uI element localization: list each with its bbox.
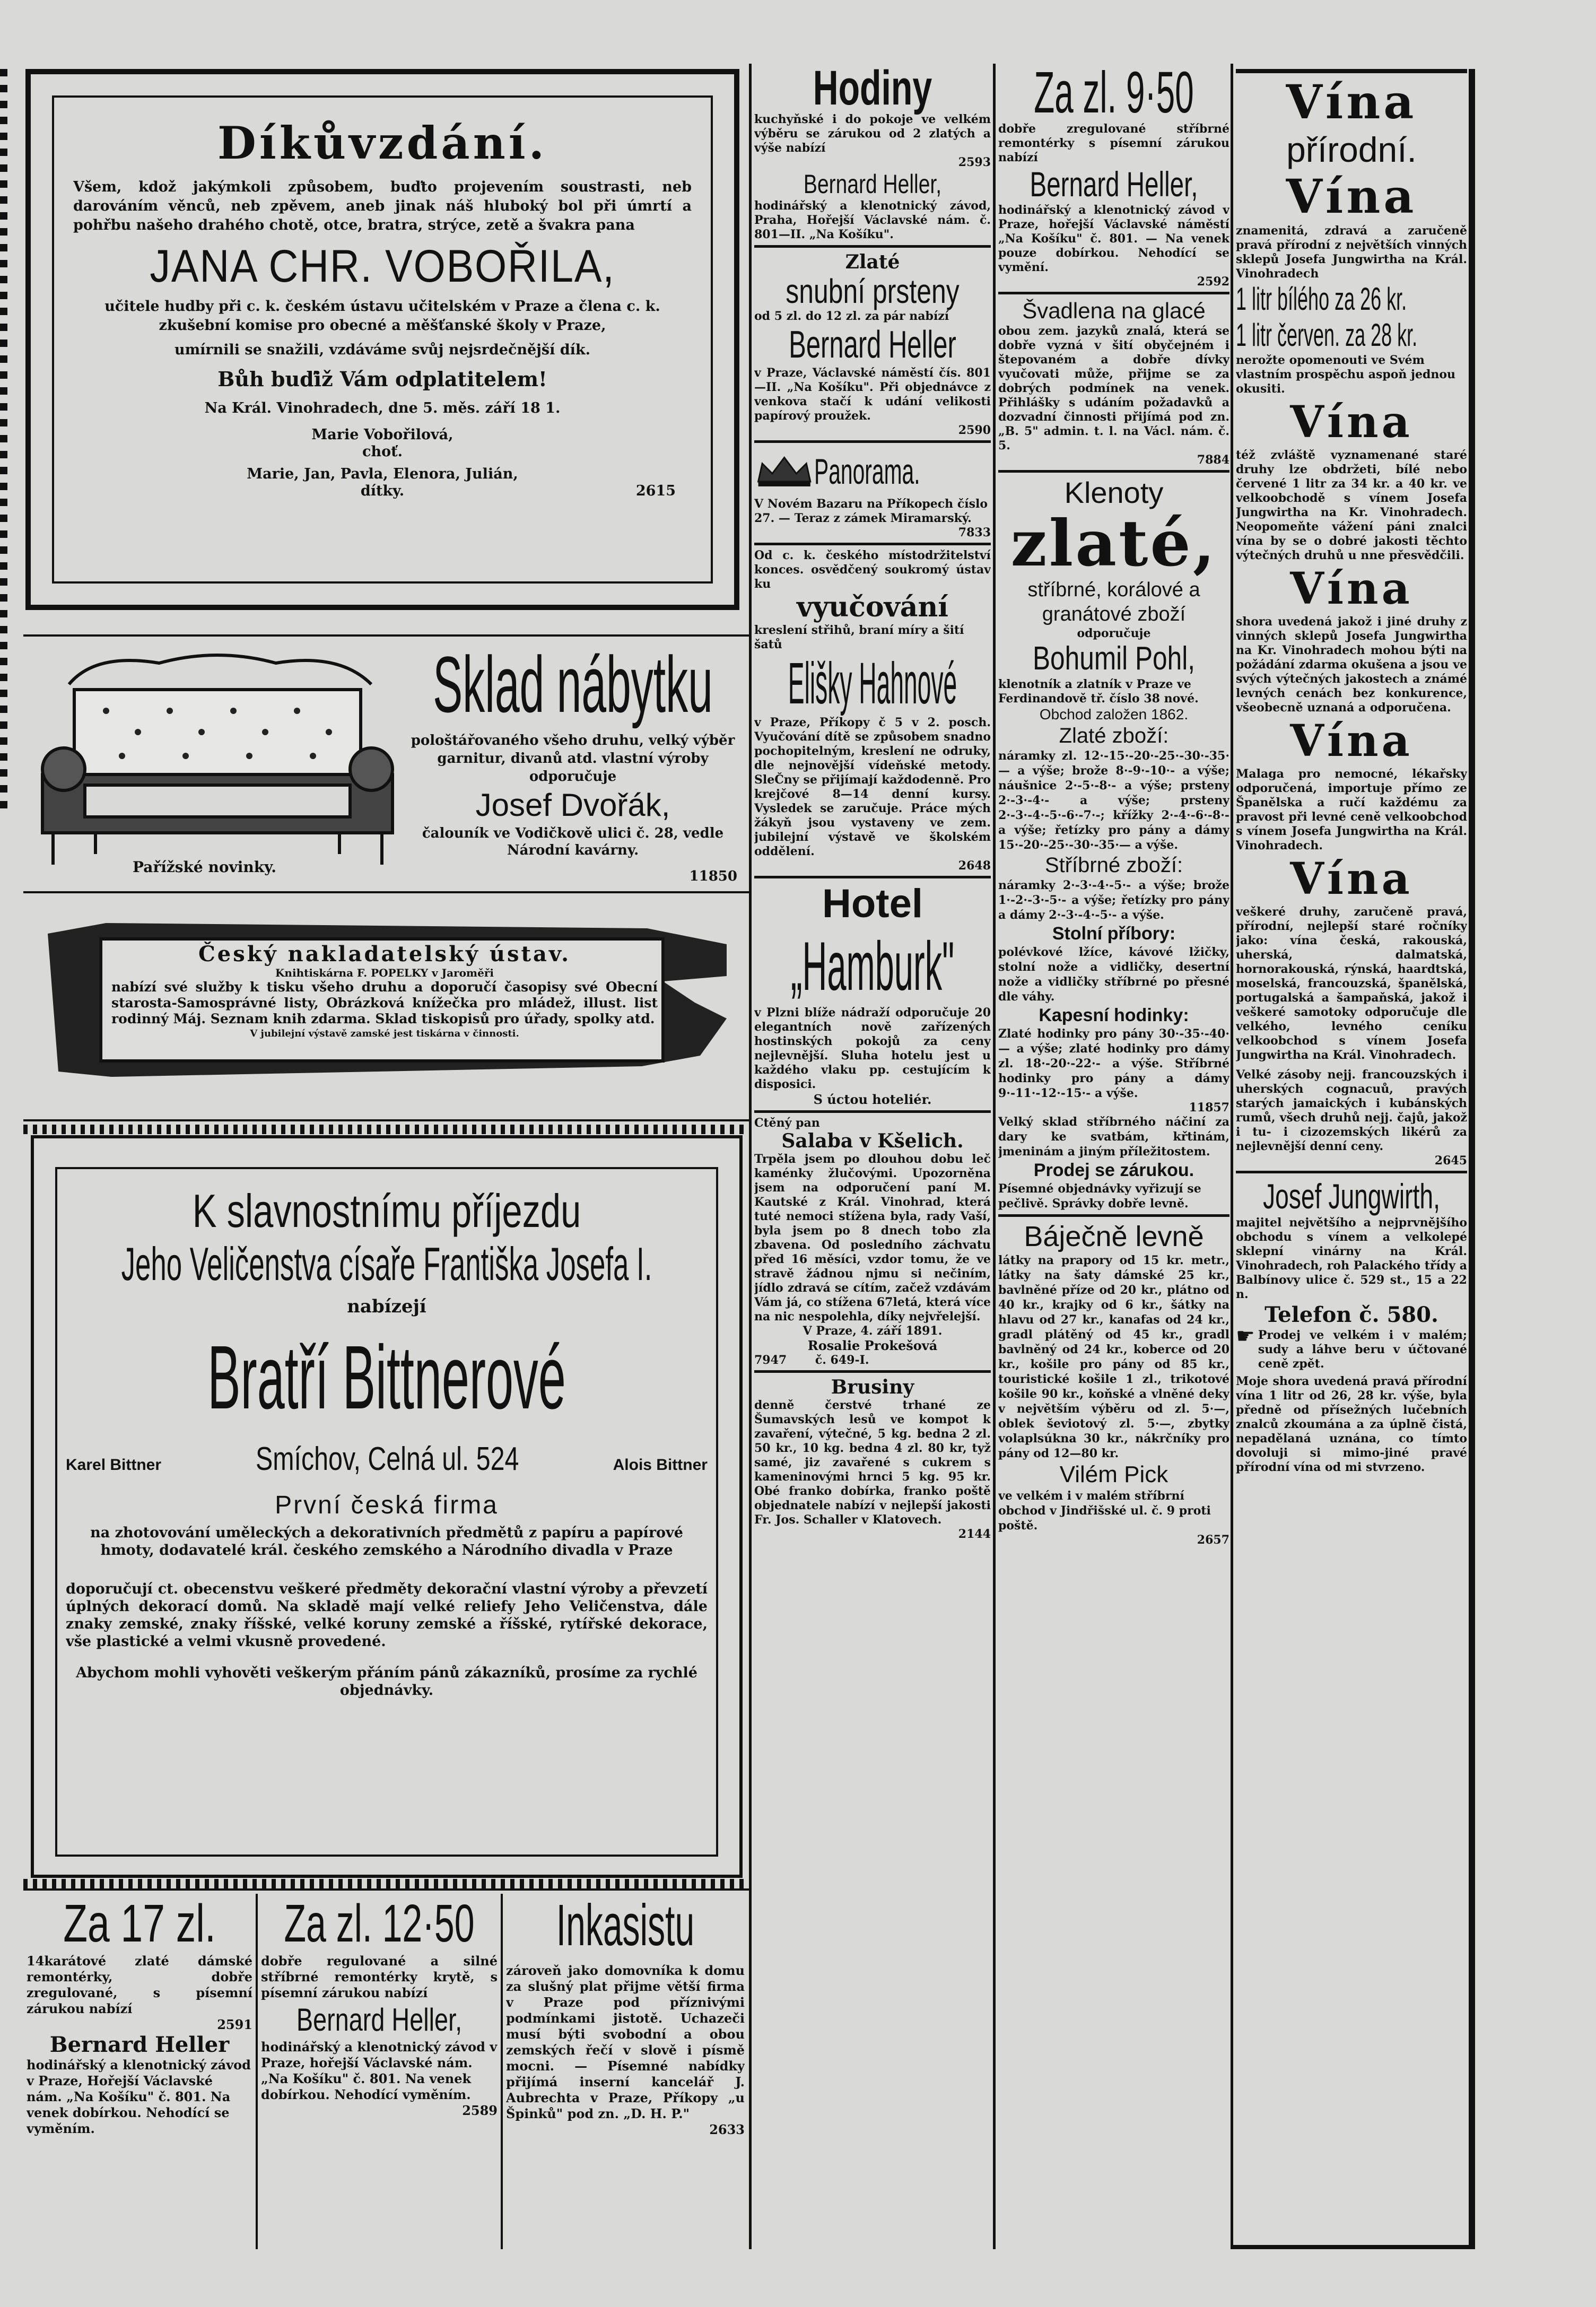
ad-number: 2590 — [958, 423, 991, 437]
hahn-text: kreslení střihů, braní míry a šití šatů — [754, 623, 964, 651]
ad-number: 2648 — [958, 859, 991, 873]
hahn-name: Elišky Hahnové — [788, 651, 957, 716]
sofa-illustration — [32, 642, 403, 886]
section-rule — [23, 634, 750, 637]
nabytek-heading: Sklad nábytku — [433, 640, 713, 729]
section-rule — [23, 891, 750, 893]
brusiny-heading: Brusiny — [831, 1376, 914, 1398]
prirodni-heading: přírodní. — [1286, 130, 1417, 169]
ornament-border — [23, 1125, 750, 1134]
bittner-line1: K slavnostnímu příjezdu — [192, 1186, 581, 1237]
bittner-line2: Jeho Veličenstva císaře Františka Josefa I. — [121, 1238, 652, 1290]
pointing-hand-icon: ☛ — [1236, 1324, 1255, 1348]
ad-name: Bernard Heller — [49, 2032, 230, 2057]
heller-name: Bernard Heller, — [803, 169, 942, 199]
kselich-name: Salaba v Kšelich. — [781, 1130, 964, 1152]
kselich-place: V Praze, 4. září 1891. — [803, 1324, 943, 1338]
ornament-border — [23, 1879, 750, 1888]
dekovani-signature: Marie Vobořilová, choť. — [311, 426, 453, 460]
vina-text: nerožte opomenouti ve Svém vlastním prospěchu aspoň jednou okusiti. — [1236, 353, 1456, 396]
ad-number: 2633 — [709, 2122, 745, 2137]
svadlena-heading: Švadlena na glacé — [1022, 298, 1206, 323]
nabytek-text: čalouník ve Vodičkově ulici č. 28, vedle Národní kavárny. — [422, 825, 724, 858]
ad-heading: Za 17 zl. — [63, 1894, 216, 1953]
column-rule — [993, 64, 996, 2249]
vina-heading: Vína — [1290, 563, 1413, 614]
section-rule — [23, 1119, 750, 1121]
prodej-heading: Prodej se zárukou. — [1033, 1160, 1194, 1180]
ad-text: dobře zregulované stříbrné remontérky s písemní zárukou nabízí — [998, 122, 1229, 164]
crown-icon — [754, 448, 814, 495]
dekovani-signature: Marie, Jan, Pavla, Elenora, Julián, dítky. — [247, 466, 518, 499]
vina-text: Malaga pro nemocné, lékařsky odporučená, importuje přímo ze Španělska a ručí každému za pravost při levné ceně velkoobchod s vínem Josefa Jungwirtha na Král. Vinohradech. — [1236, 767, 1467, 852]
heller-name: Bernard Heller, — [1030, 164, 1198, 204]
binding-edge — [0, 69, 7, 812]
bajecne-heading: Báječně levně — [1024, 1221, 1204, 1252]
ad-number: 2593 — [958, 155, 991, 169]
vina-heading: Vína — [1286, 169, 1417, 224]
hotel-text: v Plzni blíže nádraží odporučuje 20 elegantních nově zařízených hostinských pokojů za ceny nejlevnější. Sluha hotelu jest u každého vlaku pp. cestujícím k disposici. — [754, 1006, 991, 1091]
column-border — [1469, 69, 1475, 2249]
pohl-text: klenotník a zlatník v Praze ve Ferdinandově tř. číslo 38 nové. — [998, 677, 1199, 706]
ad-heading: Za zl. 12·50 — [284, 1894, 475, 1953]
vina-text: též zvláště vyznamenané staré druhy lze obdržeti, bílé nebo červené 1 litr za 34 kr. a 40 kr. ve velkoobchodě s vínem Josefa Jungwirtha na Kr. Vinohradech. Neopomeňte vážení páni znalci vína by se o dobré jakosti těchto výtečných druhů u nne přesvědčili. — [1236, 448, 1467, 562]
nakladatelsky-ad — [37, 912, 737, 1087]
vina-heading: Vína — [1286, 74, 1417, 129]
nakladatelsky-foot: V jubilejní výstavě zamské jest tiskárna v činnosti. — [250, 1028, 519, 1039]
prsteny-heading: snubní prsteny — [786, 272, 960, 310]
column-border — [1231, 2245, 1475, 2249]
hamburk-heading: „Hamburk" — [790, 927, 955, 1005]
kselich-heading: Ctěný pan — [754, 1116, 820, 1130]
hodiny-text: kuchyňské i do pokoje ve velkém výběru se zárukou od 2 zlatých a výše nabízí — [754, 112, 991, 155]
za-950-heading: Za zl. 9·50 — [1034, 64, 1194, 125]
ad-number: 7947 č. 649-I. — [754, 1353, 869, 1367]
vyucovani-heading: vyučování — [796, 591, 949, 623]
ad-text: 14karátové zlaté dámské remontérky, dobře zregulované, s písemní zárukou nabízí — [27, 1953, 252, 2016]
stribrne-zbozi-list: náramky 2·-3·-4·-5·- a výše; brože 1·-2·-3·-5·- a výše; řetízky pro pány a dámy 2·-3·-4·-5·- a výše. — [998, 878, 1229, 922]
litr-price: 1 litr bílého za 26 kr. — [1236, 281, 1407, 317]
panorama-heading: Panorama. — [814, 451, 920, 492]
vina-heading: Vína — [1290, 397, 1413, 448]
bittner-left-name: Karel Bittner — [66, 1456, 162, 1474]
bittner-ad — [23, 1125, 750, 1888]
bittner-right-name: Alois Bittner — [613, 1456, 708, 1474]
sofa-caption: Pařížské novinky. — [133, 858, 276, 876]
odporucuje: odporučuje — [1077, 626, 1151, 640]
dekovani-text: umírnili se snažili, vzdáváme svůj nejsrdečnější dík. — [174, 342, 591, 358]
nabytek-text: pološtářovaného všeho druhu, velký výběr garnitur, divanů atd. vlastní výroby odporučuje — [411, 733, 735, 785]
dekovani-blessing: Bůh buďiž Vám odplatitelem! — [217, 367, 547, 391]
bittner-firm: Bratří Bittnerové — [207, 1327, 566, 1428]
ad-number: 7884 — [1197, 453, 1229, 467]
kapesni-text: Zlaté hodinky pro pány 30·-35·-40·— a výše; zlaté hodinky pro dámy zl. 18·-20·-22·- a výše. Stříbrné hodinky pro pány a dámy 9·-11·-12·-15·- a výše. — [998, 1027, 1229, 1100]
hahn-text: v Praze, Příkopy č 5 v 2. posch. Vyučování dítě se způsobem snadno pochopitelným, kreslení ne odruky, dle nejnovější vídeňské metody. SleČny se přijímají každodenně. Pro krejčové 8—14 denní kursy. Vysledek se zaručuje. Práce mých žákyň jsou vystaveny ve zem. jubilejní výstavě ve školském oddělení. — [754, 716, 991, 858]
stolni-text: polévkové lžíce, kávové lžičky, stolní nože a vidličky, desertní nože a vidličky stříbrné po přesné dle váhy. — [998, 945, 1229, 1004]
bittner-prvni: První česká firma — [275, 1491, 499, 1519]
vina-text: veškeré druhy, zaručeně pravá, přírodní, nejlepší staré ročníky jako: vína česká, rakouská, uherská, dalmatská, hornorakouská, rýnská, haardtská, moselská, francouzská, španělská, portugalská a šampaňská, jakož i veškeré samotoky odporučuje dle velkého, levného ceníku velkoobchod s vínem Josefa Jungwirtha na Král. Vinohradech. — [1236, 905, 1467, 1062]
kapesni-heading: Kapesní hodinky: — [1039, 1005, 1189, 1025]
column-rule — [501, 1894, 503, 2249]
vina-heading: Vína — [1290, 854, 1413, 904]
heller-text: hodinářský a klenotnický závod, Praha, Hořejší Václavské nám. č. 801—II. „Na Košíku". — [754, 199, 991, 241]
vina-heading: Vína — [1290, 716, 1413, 767]
ad-number: 2589 — [462, 2103, 498, 2118]
bittner-text: Abychom mohli vyhověti veškerým přáním pánů zákazníků, prosíme za rychlé objednávky. — [76, 1665, 697, 1699]
prodej-text: Písemné objednávky vyřizují se pečlivě. Správky dobře levně. — [998, 1182, 1201, 1211]
dekovani-text: Všem, kdož jakýmkoli způsobem, buďto projevením soustrasti, neb darováním věnců, neb zpěvem, aneb jinak náš hluboký bol při úmrtí a pohřbu našeho drahého chotě, otce, bratra, strýce, zetě a švakra pana — [73, 179, 692, 233]
heller-text: hodinářský a klenotnický závod v Praze, hořejší Václavské náměstí „Na Košíku" č. 801. — Na venek pouze dobírkou. Nehodící se vymění. — [998, 203, 1229, 274]
kselich-sign: Rosalie Prokešová — [807, 1338, 938, 1353]
nakladatelsky-title: Český nakladatelský ústav. — [198, 942, 571, 967]
section-rule — [23, 1888, 750, 1891]
zlate-heading: zlaté, — [1010, 506, 1217, 581]
ad-number: 2592 — [1197, 275, 1229, 289]
heller-text: v Praze, Václavské náměstí čís. 801—II. „Na Košíku". Při objednávce z venkova stačí k udání velikosti papírový proužek. — [754, 366, 991, 423]
column-rule — [256, 1894, 258, 2249]
dekovani-place: Na Král. Vinohradech, dne 5. měs. září 18 1. — [204, 400, 561, 416]
nakladatelsky-sub: Knihtiskárna F. POPELKY v Jaroměři — [275, 967, 494, 979]
ad-name: Bernard Heller, — [296, 2002, 463, 2038]
jungwirth-text: majitel největšího a nejprvnějšího obchodu s vínem a velkolepé sklepní vinárny na Král. Vinohradech, roh Palackého třídy a Balbínovy ulice č. 529 st., 15 a 22 n. — [1236, 1216, 1467, 1301]
svadlena-text: obou zem. jazyků znalá, která se dobře vyzná v šití obyčejném i štepovaném a dobře dívky vyučovati může, přijme se za dobrých podmínek na venek. Přihlášky s udáním požadavků a dozvadní činnosti přijímá pod zn. „B. 5" admin. t. l. na Václ. nám. č. 5. — [998, 324, 1229, 452]
prodej-text: Prodej ve velkém i v malém; sudy a láhve beru v účtované ceně zpět. — [1258, 1328, 1467, 1371]
ad-text: dobře regulované a silné stříbrné remontérky krytě, s písemní zárukou nabízí — [261, 1953, 498, 2000]
jungwirth-name: Josef Jungwirth, — [1263, 1177, 1440, 1216]
ad-number: 2144 — [958, 1527, 991, 1541]
zlate-heading: Zlaté — [845, 251, 900, 273]
column-3 — [998, 64, 1229, 2249]
pick-name: Vilém Pick — [1059, 1461, 1168, 1487]
dekovani-heading: Díkůvzdání. — [217, 117, 547, 169]
vina-text: Moje shora uvedená pravá přírodní vína 1 litr od 26, 28 kr. výše, byla předně od přísežných lučebních znalců zkoumána a za úplně čistá, nepadělaná uznána, co tímto dovoluji si mimo-jiné pravé přírodní vína od mi stvrzeno. — [1236, 1374, 1467, 1474]
column-rule — [1231, 64, 1233, 2249]
bajecne-text: látky na prapory od 15 kr. metr., látky na šaty dámské 25 kr., bavlněné příze od 20 kr., plátno od 40 kr., krajky od 6 kr., šátky na hlavu od 27 kr., kanafas od 24 kr., gradl plátěný od 45 kr., gradl bavlněný od 24 kr., koberce od 20 kr., košile pro pány od 85 kr., touristické košile 1 zl., trikotové košile 90 kr., koňské a vlněné deky v největším výběru od zl. 5·—, oblek ševiotový zl. 5·—, zbytky volaplsúkna 30 kr., nákrčníky pro pány od 12—80 kr. — [998, 1253, 1229, 1460]
zalozen: Obchod založen 1862. — [1039, 706, 1189, 722]
ad-number: 11850 — [689, 868, 737, 883]
bittner-address: Smíchov, Celná ul. 524 — [255, 1441, 519, 1477]
ad-number: 2615 — [635, 483, 676, 499]
dekovani-text: učitele hudby při c. k. českém ústavu učitelském v Praze a člena c. k. zkušební komise pro obecné a měšťanské školy v Praze, — [104, 298, 660, 334]
hotel-sign: S úctou hoteliér. — [813, 1092, 932, 1107]
klenoty-heading: Klenoty — [1064, 476, 1164, 509]
ad-inkasistu — [506, 1894, 745, 2249]
klenoty-text: stříbrné, korálové a granátové zboží — [1027, 579, 1200, 625]
bittner-text: doporučují ct. obecenstvu veškeré předměty dekorační vlastní výroby a převzetí úplných dekorací domů. Na skladě mají velké reliefy Jeho Veličenstva, dále znaky zemské, znaky říšské, velké koruny zemské a říšské, rytířské dekorace, vše plastické a velmi vkusně provedené. — [66, 1581, 708, 1650]
hodiny-heading: Hodiny — [813, 64, 932, 115]
hotel-heading: Hotel — [822, 881, 923, 926]
heller-name: Bernard Heller — [789, 324, 956, 366]
stribrne-zbozi-heading: Stříbrné zboží: — [1044, 854, 1183, 877]
vina-text: znamenitá, zdravá a zaručeně pravá přírodní z největších vinných sklepů Josefa Jungwirtha na Král. Vinohradech — [1236, 224, 1467, 281]
ad-number: 7833 — [958, 526, 991, 539]
ad-number: 2645 — [1434, 1154, 1467, 1168]
prsteny-text: od 5 zl. do 12 zl. za pár nabízí — [754, 309, 949, 323]
stolni-heading: Stolní příbory: — [1052, 924, 1176, 944]
bittner-text: na zhotovování uměleckých a dekorativních předmětů z papíru a papírové hmoty, dodavatelé král. českého zemského a Národního divadla v Praze — [90, 1525, 683, 1559]
ad-number: 2657 — [1197, 1533, 1229, 1547]
vina-text: shora uvedená jakož i jiné druhy z vinných sklepů Josefa Jungwirtha na Kr. Vinohradech mohou býti na požádání zdarma okušena a jsou ve svých výtečných jakostech a známé levných cenách bez konkurence, všeobecně uznaná a odporučena. — [1236, 615, 1467, 715]
pick-text: ve velkém i v malém stříbrní obchod v Jindřišské ul. č. 9 proti poště. — [998, 1489, 1211, 1533]
hahn-text: Od c. k. českého místodržitelství konces. osvědčený soukromý ústav ku — [754, 549, 991, 591]
litr-price: 1 litr červen. za 28 kr. — [1236, 317, 1418, 353]
ad-za-17 — [27, 1894, 252, 2249]
nakladatelsky-text: nabízí své služby k tisku všeho druhu a doporučí časopisy své Obecní starosta-Samosprávné listy, Obrázková knížečka pro mládež, illust. list rodinný Máj. Seznam knih zdarma. Sklad tiskopisů pro úřady, spolky atd. — [111, 979, 658, 1026]
ad-text: zároveň jako domovníka k domu za slušný plat přijme větší firma v Praze pod příznivými podmínkami jistotě. Uchazeči musí býti svobodní a obou zemských řečí v slově i písmě mocni. — Písemné nabídky přijímá inserní kancelář J. Aubrechta v Praze, Příkopy „u Špinků" pod zn. „D. H. P." — [506, 1963, 745, 2121]
column-4 — [1236, 69, 1467, 2249]
ad-heading: Inkasistu — [556, 1894, 695, 1958]
zlate-zbozi-heading: Zlaté zboží: — [1059, 724, 1169, 747]
ad-number: 11857 — [1189, 1101, 1229, 1115]
brusiny-text: denně čerstvé trhané ze Šumavských lesů ve kompot k zavaření, výtečné, 5 kg. bedna 2 zl. 50 kr., 10 kg. bedna 4 zl. 80 kr, tyž samé, jiz zavařené s cukrem s kameninovými hrnci 5 kg. 95 kr. Obé franko dobírka, franko poště objednatele nabízí v nejlepší jakosti Fr. Jos. Schaller v Klatovech. — [754, 1398, 991, 1527]
nabytek-name: Josef Dvořák, — [475, 787, 670, 823]
telefon: Telefon č. 580. — [1264, 1302, 1438, 1327]
pohl-name: Bohumil Pohl, — [1032, 640, 1196, 677]
dekovani-name: JANA CHR. VOBOŘILA, — [150, 241, 615, 292]
column-2 — [754, 64, 991, 2249]
kselich-text: Trpěla jsem po dlouhou dobu leč kaménky žlučovými. Upozorněna jsem na odporučení paní M. Kautské z Král. Vinohrad, která tuté nemoci stížena byla, rady Vaší, byla jsem po 8 dnech tobo zla zbavena. Od posledního záchvatu před 16 měsíci, vzdor tomu, že ve stravě žádnou njmu si nečiním, jídlo zdravá se cítím, začež vzdávám Vám já, co stížena 67letá, která více na nic nespolehla, díky nejvřelejší. — [754, 1152, 991, 1324]
bittner-nabizeji: nabízejí — [347, 1296, 426, 1317]
ad-text: hodinářský a klenotnický závod v Praze, hořejší Václavské nám. „Na Košíku" č. 801. Na venek dobírkou. Nehodící vyměním. — [261, 2039, 498, 2102]
ad-text: hodinářský a klenotnický závod v Praze, Hořejší Václavské nám. „Na Košíku" č. 801. Na venek dobírkou. Nehodící se vyměním. — [27, 2057, 251, 2136]
zlate-zbozi-list: náramky zl. 12·-15·-20·-25·-30·-35·— a výše; brože 8·-9·-10·- a výše; náušnice 2·-5·-8·- a výše; prsteny 2·-3·-4·- a výše; prsteny 2·-3·-4·-5·-6·-7·-; křížky 2·-4·-6·-8·- a výše; řetízky pro pány a dámy 15·-20·-25·-30·-35·— a výše. — [998, 749, 1229, 852]
panorama-text: V Novém Bazaru na Příkopech číslo 27. — Teraz z zámek Miramarský. — [754, 497, 988, 525]
vina-text: Velké zásoby nejj. francouzských i uherských cognacuů, pravých starých jamaických i kubánských rumů, všech druhů nejj. čajů, jakož i tu- i cizozemských likérů za nejlevnější denní ceny. — [1236, 1068, 1467, 1153]
nabytek-ad — [403, 639, 743, 883]
sklad-text: Velký sklad stříbrného náčiní za dary ke svatbám, křtinám, jmeninám a jiným příležitostem. — [998, 1115, 1229, 1159]
ad-za-12-50 — [261, 1894, 498, 2249]
ad-number: 2591 — [217, 2017, 252, 2032]
dekovani-ad — [25, 69, 739, 610]
